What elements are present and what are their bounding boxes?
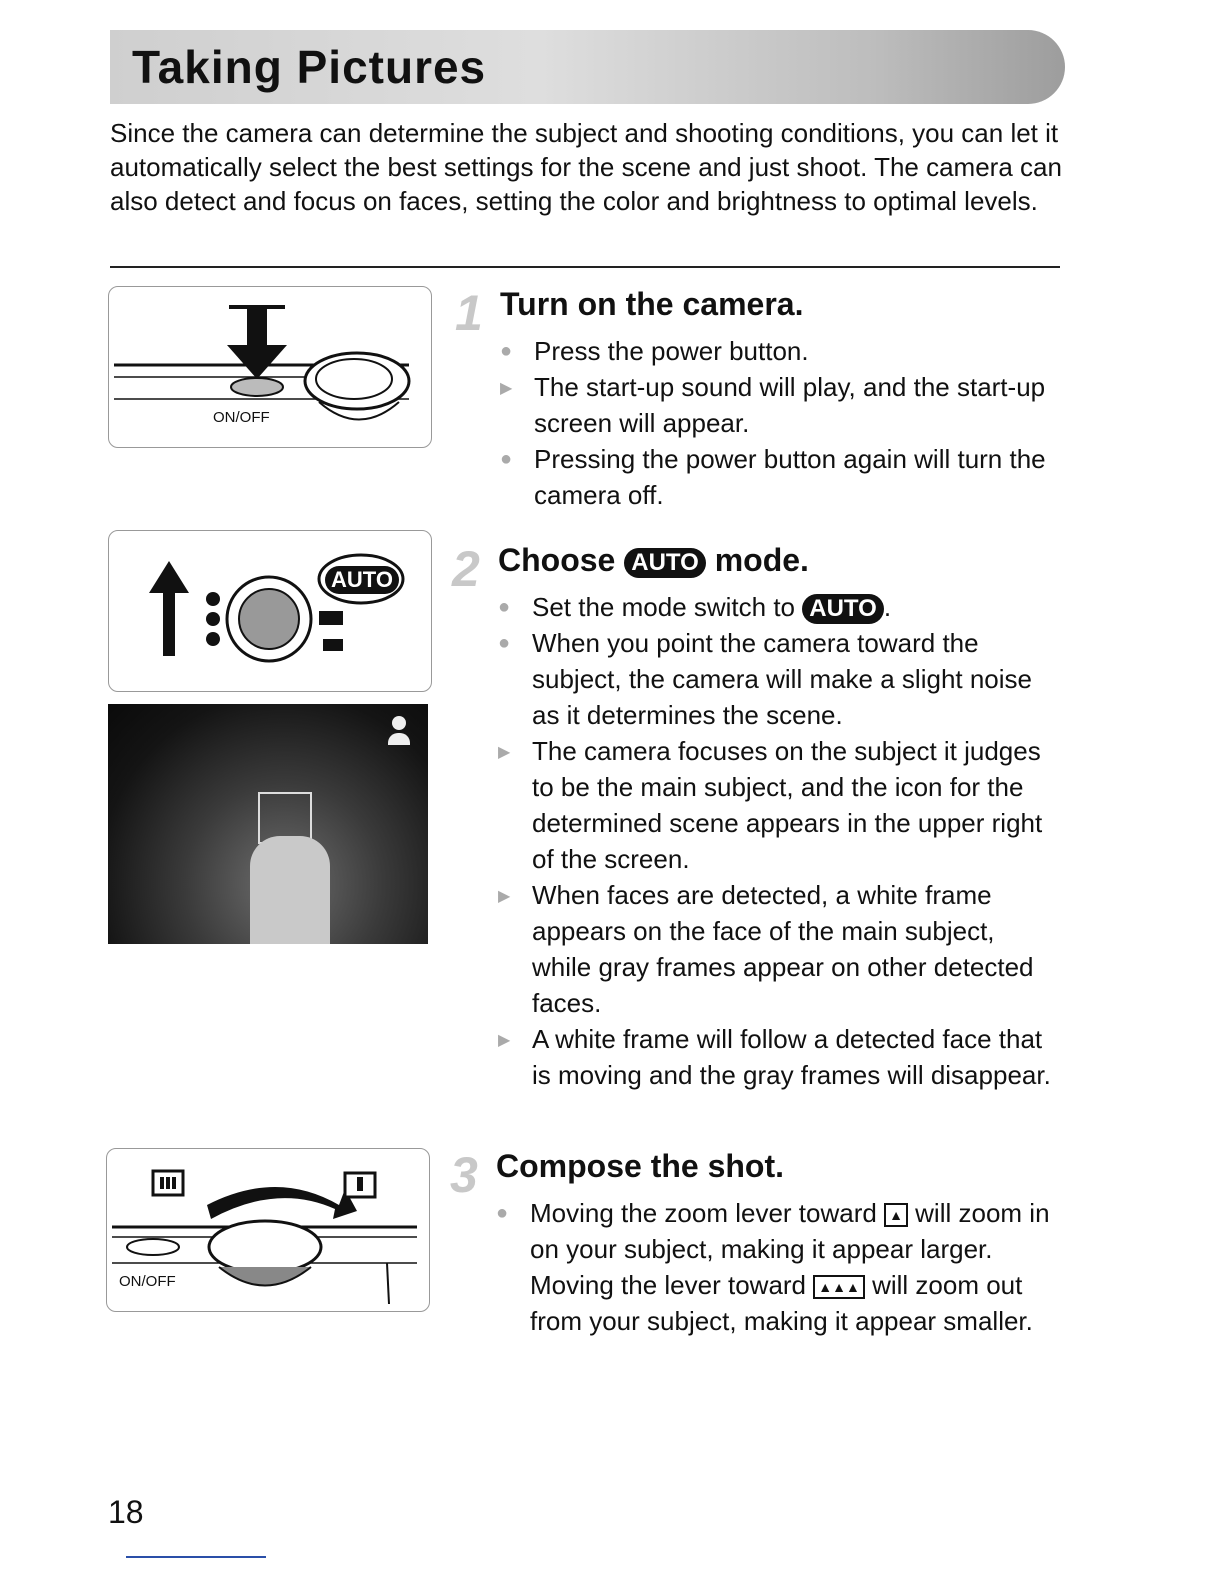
- power-label: ON/OFF: [213, 409, 270, 426]
- step-1-bullets: [500, 333, 1060, 513]
- page-number: 18: [108, 1494, 144, 1530]
- bullet-text: The camera focuses on the subject it judges to be the main subject, and the icon for the determined scene appears in the upper right of the screen.: [532, 736, 1043, 874]
- bullet-text: A white frame will follow a detected face that is moving and the gray frames will disappear.: [532, 1024, 1051, 1090]
- bullet-text: Pressing the power button again will turn the camera off.: [534, 444, 1046, 510]
- bullet-arrow-icon: [498, 733, 520, 771]
- power-button-illustration: [108, 286, 432, 448]
- step-1-number: 1: [455, 285, 483, 341]
- list-item: [496, 1195, 1061, 1339]
- step-1-title: Turn on the camera.: [500, 286, 804, 322]
- bullet-circle-icon: [498, 625, 520, 661]
- step-2-bullets: [498, 589, 1058, 1093]
- step-2-title-text: Choose: [498, 542, 616, 578]
- bullet-circle-icon: [498, 589, 520, 625]
- bullet-circle-icon: [496, 1195, 518, 1231]
- subject-figure: [250, 836, 330, 944]
- bullet-text: Press the power button.: [534, 336, 809, 366]
- wide-angle-icon: ▲▲▲: [813, 1275, 865, 1299]
- bullet-text: When you point the camera toward the subject, the camera will make a slight noise as it determines the scene.: [532, 628, 1033, 730]
- mode-switch-diagram: [109, 531, 431, 691]
- bullet-text: Moving the zoom lever toward: [530, 1198, 877, 1228]
- auto-mode-icon: AUTO: [802, 594, 884, 624]
- mode-illus-label: AUTO: [325, 566, 399, 594]
- telephoto-icon: ▲: [884, 1203, 908, 1227]
- auto-mode-icon: AUTO: [624, 548, 706, 578]
- list-item: [498, 877, 1058, 1021]
- list-item: [498, 733, 1058, 877]
- bullet-text: When faces are detected, a white frame appears on the face of the main subject, while gray frames appear on other detected faces.: [532, 880, 1034, 1018]
- divider: [110, 266, 1060, 268]
- step-3-bullets: [496, 1195, 1061, 1339]
- bullet-arrow-icon: [498, 1021, 520, 1059]
- step-2-title: [498, 542, 809, 579]
- section-banner: [110, 30, 1065, 104]
- zoom-lever-illustration: [106, 1148, 430, 1312]
- list-item: [498, 625, 1058, 733]
- list-item: [500, 369, 1060, 441]
- zoom-label: ON/OFF: [119, 1273, 176, 1290]
- bullet-text-end: .: [883, 592, 892, 622]
- bullet-text-end: will zoom out from your subject, making it appear smaller.: [530, 1270, 1033, 1336]
- bullet-text: The start-up sound will play, and the start-up screen will appear.: [534, 372, 1046, 438]
- bullet-text: Set the mode switch to: [532, 592, 796, 622]
- camera-screen-photo: [108, 704, 428, 944]
- bullet-arrow-icon: [498, 877, 520, 915]
- list-item: [498, 589, 1058, 625]
- step-3-title: Compose the shot.: [496, 1148, 785, 1184]
- bullet-circle-icon: [500, 333, 522, 369]
- step-2-title-text-after: mode.: [714, 542, 809, 578]
- bullet-text-mid: will zoom in on your subject, making it appear larger. Moving the lever toward: [530, 1198, 1050, 1300]
- list-item: [498, 1021, 1058, 1093]
- power-button-diagram: [109, 287, 431, 447]
- scene-icon: [388, 716, 410, 748]
- intro-paragraph: Since the camera can determine the subject and shooting conditions, you can let it automatically select the best settings for the scene and just shoot. The camera can also detect and focus on faces, setting the color and brightness to optimal levels.: [110, 118, 1062, 216]
- mode-switch-illustration: [108, 530, 432, 692]
- page-title: Taking Pictures: [132, 41, 487, 93]
- step-3-number: 3: [450, 1147, 478, 1203]
- bullet-circle-icon: [500, 441, 522, 477]
- step-2-number: 2: [452, 541, 480, 597]
- list-item: [500, 333, 1060, 369]
- list-item: [500, 441, 1060, 513]
- footer-line: [126, 1556, 266, 1558]
- bullet-arrow-icon: [500, 369, 522, 407]
